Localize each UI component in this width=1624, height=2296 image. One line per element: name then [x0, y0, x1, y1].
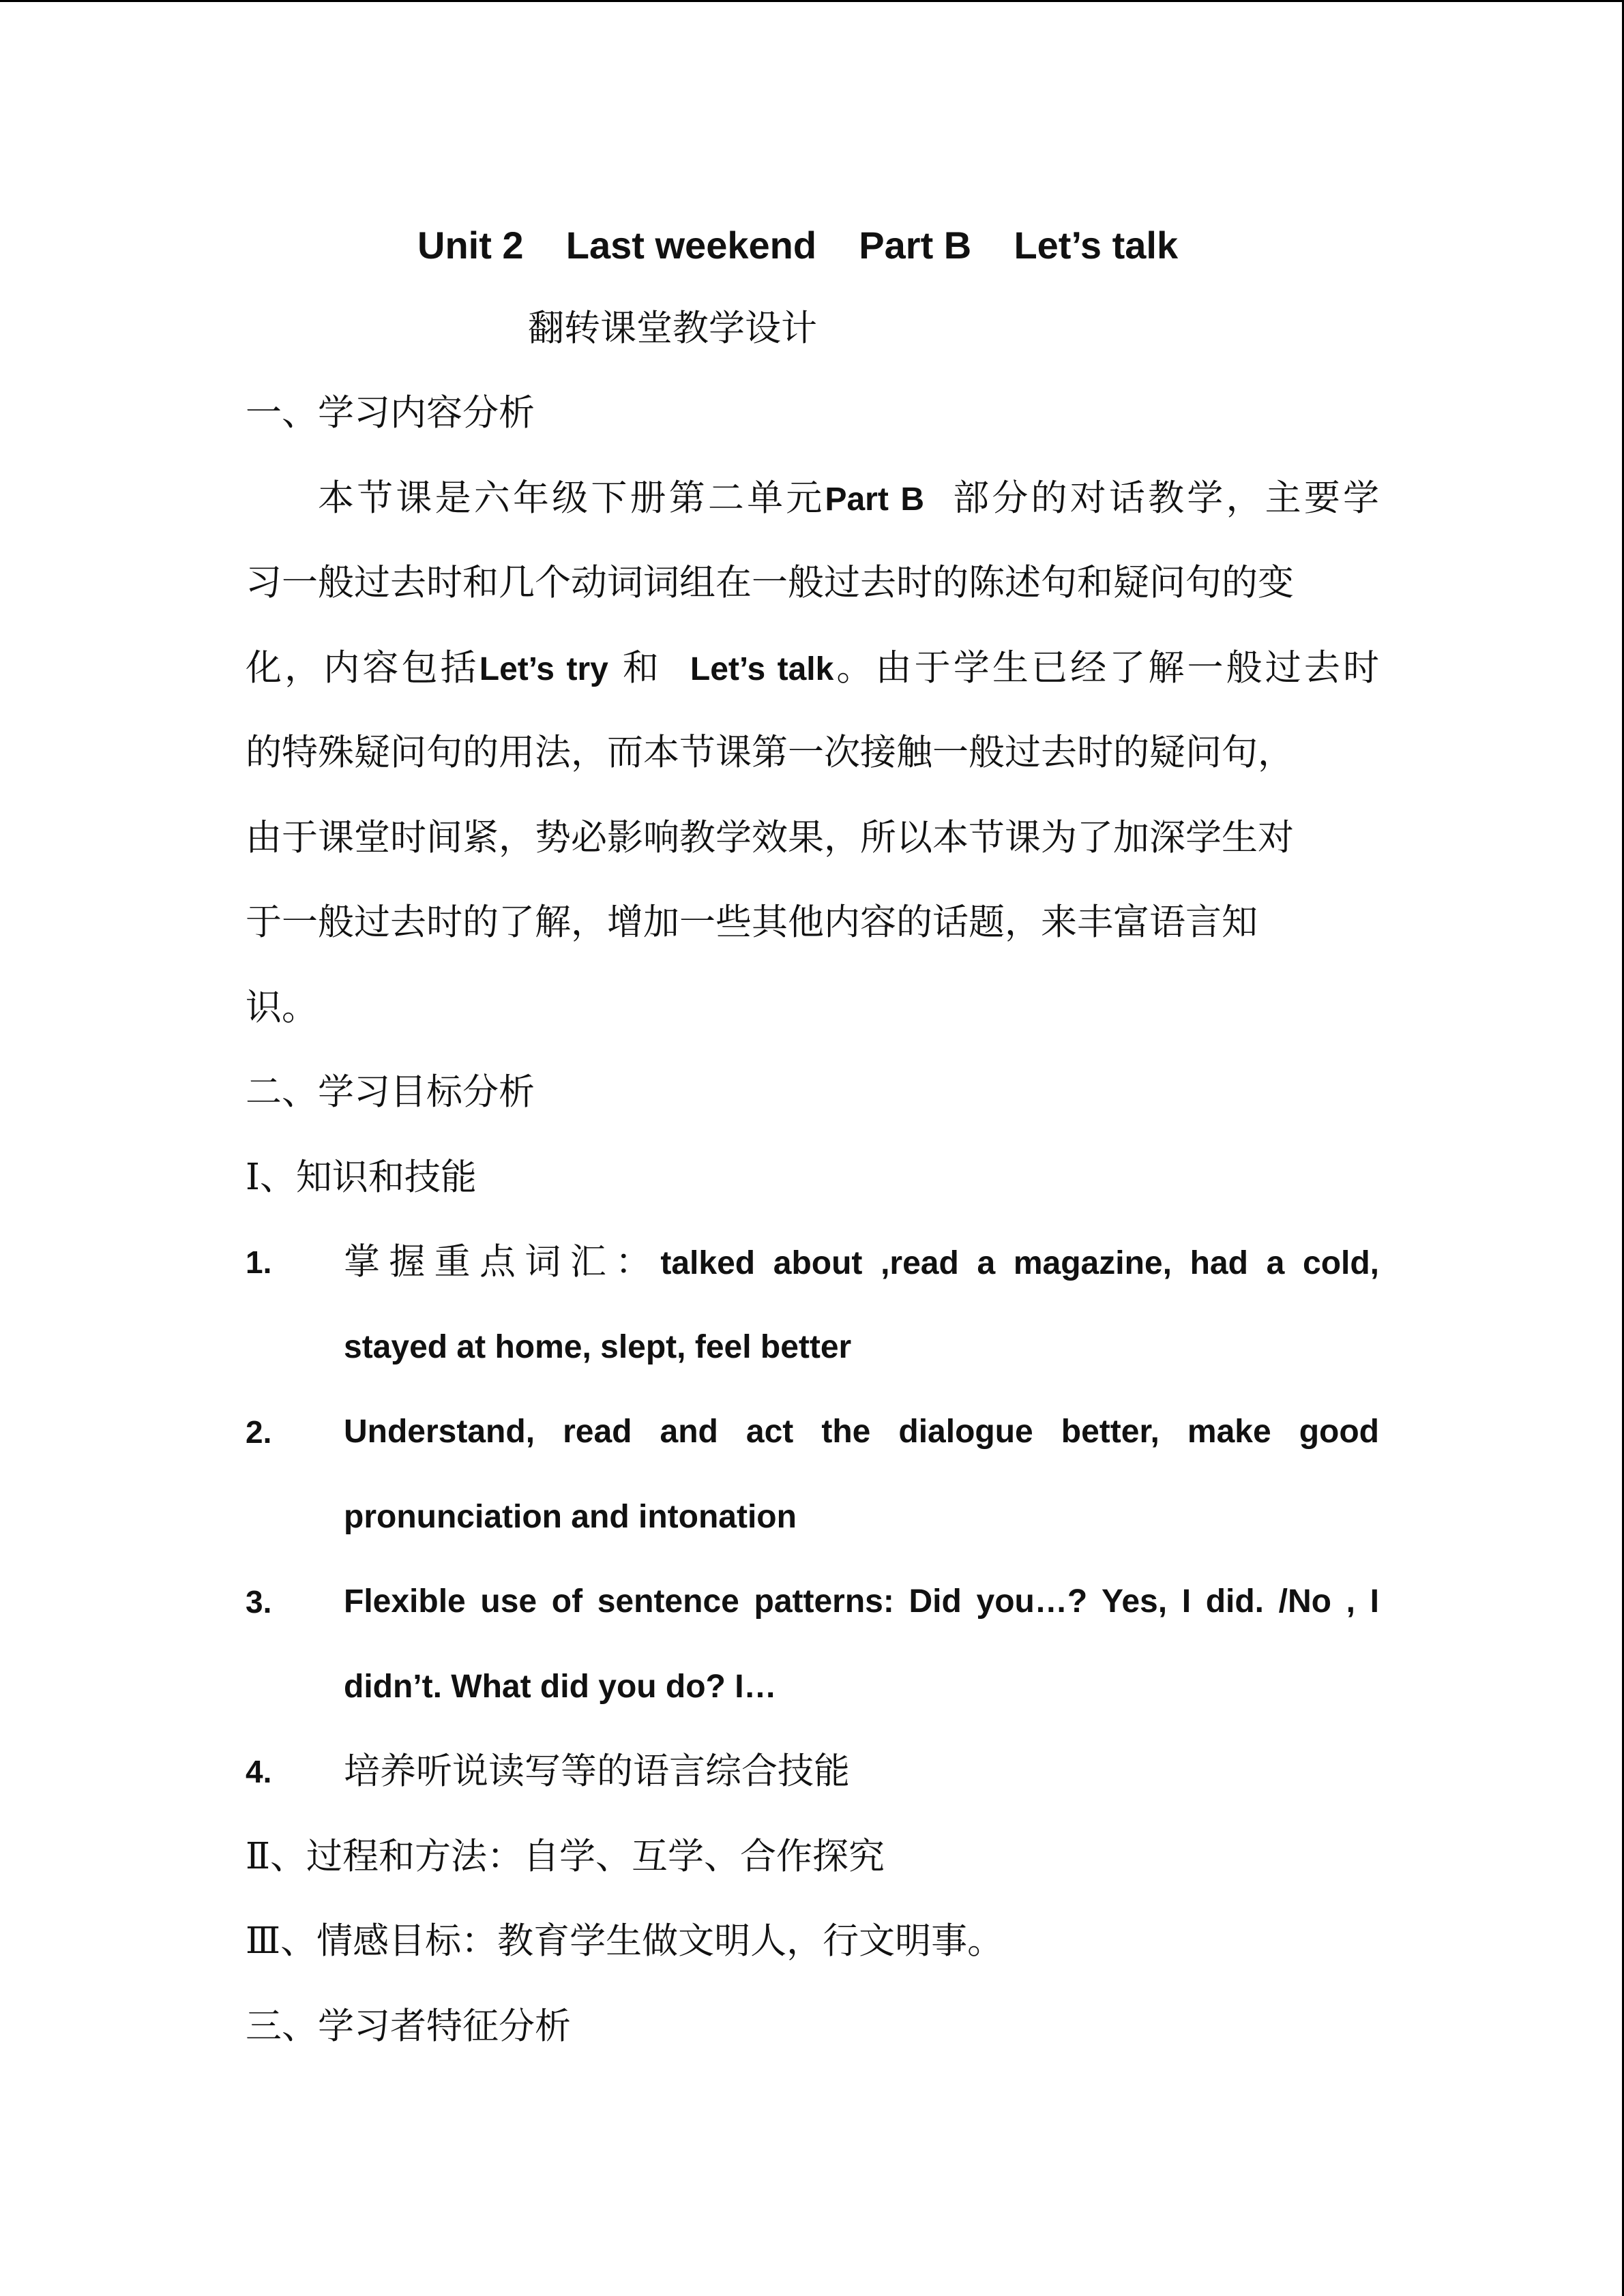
list-item-1-continuation: stayed at home, slept, feel better	[344, 1328, 852, 1365]
p3-lets-try: Let’s try	[479, 651, 608, 687]
section2-heading: 二、学习目标分析	[246, 1071, 535, 1113]
p1-text-a: 本节课是六年级下册第二单元	[318, 477, 825, 519]
p1-part-b: Part B	[825, 481, 925, 518]
list-item-1-en: talked about ,read a magazine, had a cold,	[660, 1245, 1379, 1281]
list-item-text: Understand, read and act the dialogue better, make good	[344, 1414, 1379, 1450]
p3-lets-talk: Let’s talk	[690, 651, 834, 687]
list-item-number: 4.	[246, 1754, 272, 1789]
list-item-4	[246, 1729, 1379, 1815]
p3-text-c: 和	[622, 646, 662, 689]
list-item-number: 2.	[246, 1414, 272, 1450]
p3-text-a: 化，内容包括	[246, 646, 479, 689]
list-item-2-continuation: pronunciation and intonation	[344, 1498, 797, 1535]
document-subtitle: 翻转课堂教学设计	[528, 308, 817, 349]
section2-subheading-process: Ⅱ、过程和方法：自学、互学、合作探究	[246, 1835, 885, 1877]
section1-heading: 一、学习内容分析	[246, 392, 535, 434]
section2-subheading-emotion: Ⅲ、情感目标：教育学生做文明人，行文明事。	[246, 1920, 1004, 1962]
page-top-border	[0, 0, 1624, 2]
list-item-number: 3.	[246, 1584, 272, 1620]
section1-paragraph-line-5: 由于课堂时间紧，势必影响教学效果，所以本节课为了加深学生对	[246, 816, 1294, 859]
section1-paragraph-line-3	[246, 626, 1379, 711]
section1-paragraph-line-4: 的特殊疑问句的用法，而本节课第一次接触一般过去时的疑问句，	[246, 732, 1294, 773]
list-item-1-zh: 掌握重点词汇：	[344, 1241, 661, 1283]
document-page	[246, 205, 1379, 2069]
list-item-3-continuation: didn’t. What did you do? I…	[344, 1668, 777, 1705]
section1-paragraph-line-6: 于一般过去时的了解，增加一些其他内容的话题，来丰富语言知	[246, 901, 1258, 943]
section3-heading: 三、学习者特征分析	[246, 2005, 571, 2047]
document-title: Unit 2 Last weekend Part B Let’s talk	[417, 224, 1179, 267]
list-item-1	[246, 1220, 1379, 1305]
list-item-3	[246, 1560, 1379, 1645]
p1-text-c: 部分的对话教学，主要学	[953, 477, 1380, 519]
list-item-text: 培养听说读写等的语言综合技能	[344, 1750, 850, 1792]
section1-paragraph-line-2: 习一般过去时和几个动词词组在一般过去时的陈述句和疑问句的变	[246, 562, 1294, 603]
list-item-text: Flexible use of sentence patterns: Did you…? Yes, I did. /No , I	[344, 1583, 1379, 1620]
p3-text-e: 。由于学生已经了解一般过去时	[833, 646, 1380, 689]
list-item-2	[246, 1390, 1379, 1475]
list-item-text	[344, 1220, 1379, 1305]
section1-paragraph-line-7: 识。	[246, 986, 318, 1028]
section2-subheading-knowledge: Ⅰ、知识和技能	[246, 1156, 477, 1198]
section1-paragraph-line-1	[246, 456, 1379, 541]
list-item-number: 1.	[246, 1244, 272, 1280]
